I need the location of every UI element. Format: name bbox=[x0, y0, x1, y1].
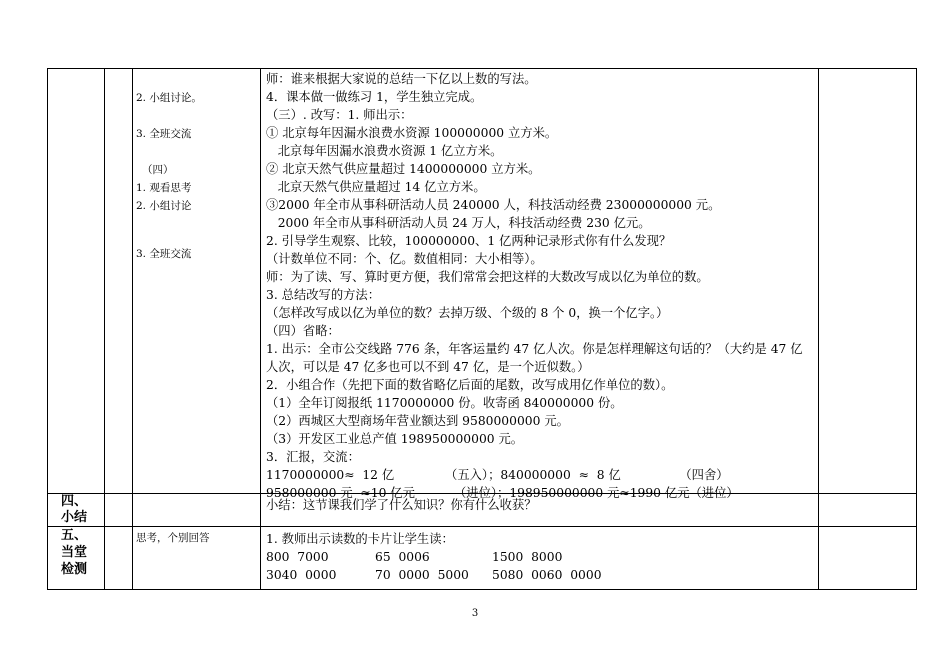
content-line: 1170000000≈ 12 亿 （五入）；840000000 ≈ 8 亿 （四舍） bbox=[266, 468, 729, 482]
number-card: 70 0000 5000 bbox=[375, 568, 469, 582]
activity-class-share: 3. 全班交流 bbox=[136, 128, 192, 140]
content-line: 人次，可以是 47 亿多也可以不到 47 亿，是一个近似数。） bbox=[266, 360, 590, 374]
column-divider bbox=[132, 68, 133, 590]
number-card: 5080 0060 0000 bbox=[492, 568, 602, 582]
content-line: 师：为了读、写、算时更方便，我们常常会把这样的大数改写成以亿为单位的数。 bbox=[266, 270, 709, 284]
number-card: 65 0006 bbox=[375, 550, 430, 564]
column-divider bbox=[260, 68, 261, 590]
content-line: ① 北京每年因漏水浪费水资源 100000000 立方米。 bbox=[266, 126, 558, 140]
content-line: （3）开发区工业总产值 198950000000 元。 bbox=[266, 432, 524, 446]
content-line: 1. 出示：全市公交线路 776 条，年客运量约 47 亿人次。你是怎样理解这句话的？（大约是 47 亿 bbox=[266, 342, 803, 356]
column-divider bbox=[818, 68, 819, 590]
number-card: 1500 8000 bbox=[492, 550, 563, 564]
content-line: ③2000 年全市从事科研活动人员 240000 人，科技活动经费 23000000000 元。 bbox=[266, 198, 721, 212]
content-line: 2000 年全市从事科研活动人员 24 万人，科技活动经费 230 亿元。 bbox=[266, 216, 651, 230]
check-instruction: 1. 教师出示读数的卡片让学生读： bbox=[266, 532, 454, 546]
content-line: 北京每年因漏水浪费水资源 1 亿立方米。 bbox=[266, 144, 503, 158]
section-label-in-class: 当堂 bbox=[61, 545, 88, 560]
content-line: （四）省略： bbox=[266, 324, 340, 338]
content-line: （怎样改写成以亿为单位的数？去掉万级、个级的 8 个 0，换一个亿字。） bbox=[266, 306, 669, 320]
content-line: 4．课本做一做练习 1，学生独立完成。 bbox=[266, 90, 483, 104]
activity-section-four: （四） bbox=[142, 164, 174, 176]
lesson-table bbox=[47, 68, 917, 590]
activity-observe-think: 1. 观看思考 bbox=[136, 182, 192, 194]
section-label-test: 检测 bbox=[61, 562, 88, 577]
content-line: （1）全年订阅报纸 1170000000 份。收寄函 840000000 份。 bbox=[266, 396, 623, 410]
page-number: 3 bbox=[471, 608, 479, 619]
content-line: 3. 总结改写的方法： bbox=[266, 288, 381, 302]
content-line: 2. 引导学生观察、比较，100000000、1 亿两种记录形式你有什么发现？ bbox=[266, 234, 672, 248]
section-label-summary: 小结 bbox=[61, 510, 88, 525]
activity-group-discussion-2: 2. 小组讨论 bbox=[136, 200, 192, 212]
content-line: （计数单位不同：个、亿。数值相同：大小相等）。 bbox=[266, 252, 543, 266]
section-label-five: 五、 bbox=[61, 528, 88, 543]
row-divider bbox=[47, 526, 917, 527]
content-line: 北京天然气供应量超过 14 亿立方米。 bbox=[266, 180, 486, 194]
content-line: （2）西城区大型商场年营业额达到 9580000000 元。 bbox=[266, 414, 569, 428]
summary-text: 小结：这节课我们学了什么知识？你有什么收获？ bbox=[266, 498, 537, 512]
content-line: 958000000 元 ≈10 亿元 （进位）；198950000000 元≈1990 亿元（进位） bbox=[266, 486, 739, 500]
content-line: （三）. 改写：1. 师出示： bbox=[266, 108, 413, 122]
section-label-four: 四、 bbox=[61, 494, 88, 509]
activity-group-discussion: 2. 小组讨论。 bbox=[136, 92, 202, 104]
content-line: 3．汇报，交流： bbox=[266, 450, 360, 464]
content-line: 2．小组合作（先把下面的数省略亿后面的尾数，改写成用亿作单位的数）。 bbox=[266, 378, 674, 392]
number-card: 3040 0000 bbox=[266, 568, 337, 582]
number-card: 800 7000 bbox=[266, 550, 329, 564]
content-line: 师：谁来根据大家说的总结一下亿以上数的写法。 bbox=[266, 72, 537, 86]
activity-class-share-2: 3. 全班交流 bbox=[136, 248, 192, 260]
column-divider bbox=[104, 68, 105, 590]
activity-think-answer: 思考，个别回答 bbox=[136, 532, 210, 544]
content-line: ② 北京天然气供应量超过 1400000000 立方米。 bbox=[266, 162, 541, 176]
